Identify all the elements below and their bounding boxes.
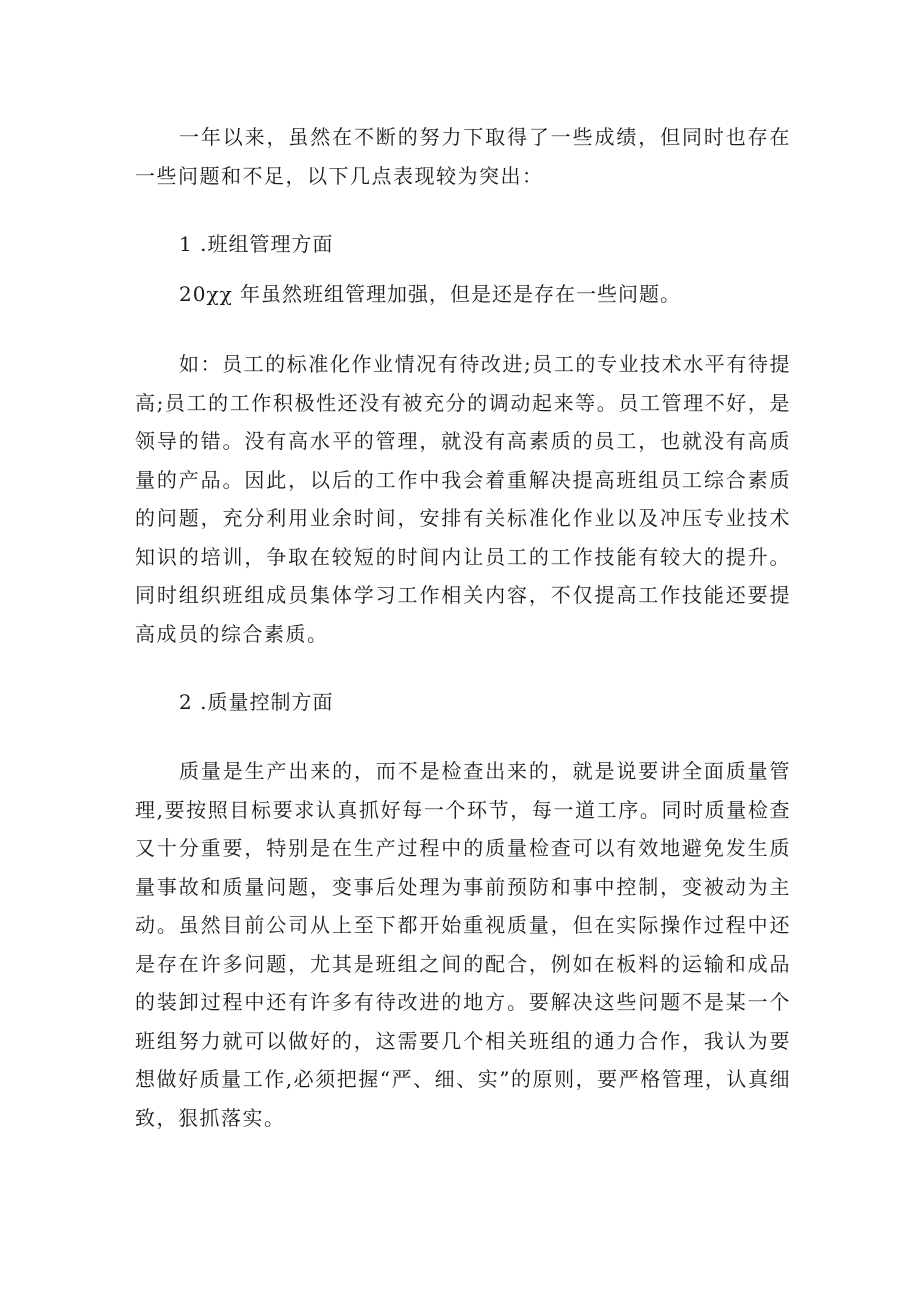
section-2-body: 质量是生产出来的，而不是检查出来的，就是说要讲全面质量管理,要按照目标要求认真抓好每一个环节，每一道工序。同时质量检查又十分重要，特别是在生产过程中的质量检查可以有效地避免发生质量事故和质量问题，变事后处理为事前预防和事中控制，变被动为主动。虽然目前公司从上至下都开始重视质量，但在实际操作过程中还是存在许多问题，尤其是班组之间的配合，例如在板料的运输和成品的装卸过程中还有许多有待改进的地方。要解决这些问题不是某一个班组努力就可以做好的，这需要几个相关班组的通力合作，我认为要想做好质量工作,必须把握“严、细、实”的原则，要严格管理，认真细致，狠抓落实。 <box>135 759 791 1130</box>
section-1-body: 如：员工的标准化作业情况有待改进;员工的专业技术水平有待提高;员工的工作积极性还没有被充分的调动起来等。员工管理不好，是领导的错。没有高水平的管理，就没有高素质的员工，也就没有高质量的产品。因此，以后的工作中我会着重解决提高班组员工综合素质的问题，充分利用业余时间，安排有关标准化作业以及冲压专业技术知识的培训，争取在较短的时间内让员工的工作技能有较大的提升。同时组织班组成员集体学习工作相关内容，不仅提高工作技能还要提高成员的综合素质。 <box>135 352 791 646</box>
section-1-heading: 1 .班组管理方面 <box>179 232 334 256</box>
section-2-heading: 2 .质量控制方面 <box>179 690 334 714</box>
section-1-year-note: 20χχ 年虽然班组管理加强，但是还是存在一些问题。 <box>179 282 682 306</box>
intro-paragraph: 一年以来，虽然在不断的努力下取得了一些成绩，但同时也存在一些问题和不足，以下几点表现较为突出： <box>135 125 791 188</box>
